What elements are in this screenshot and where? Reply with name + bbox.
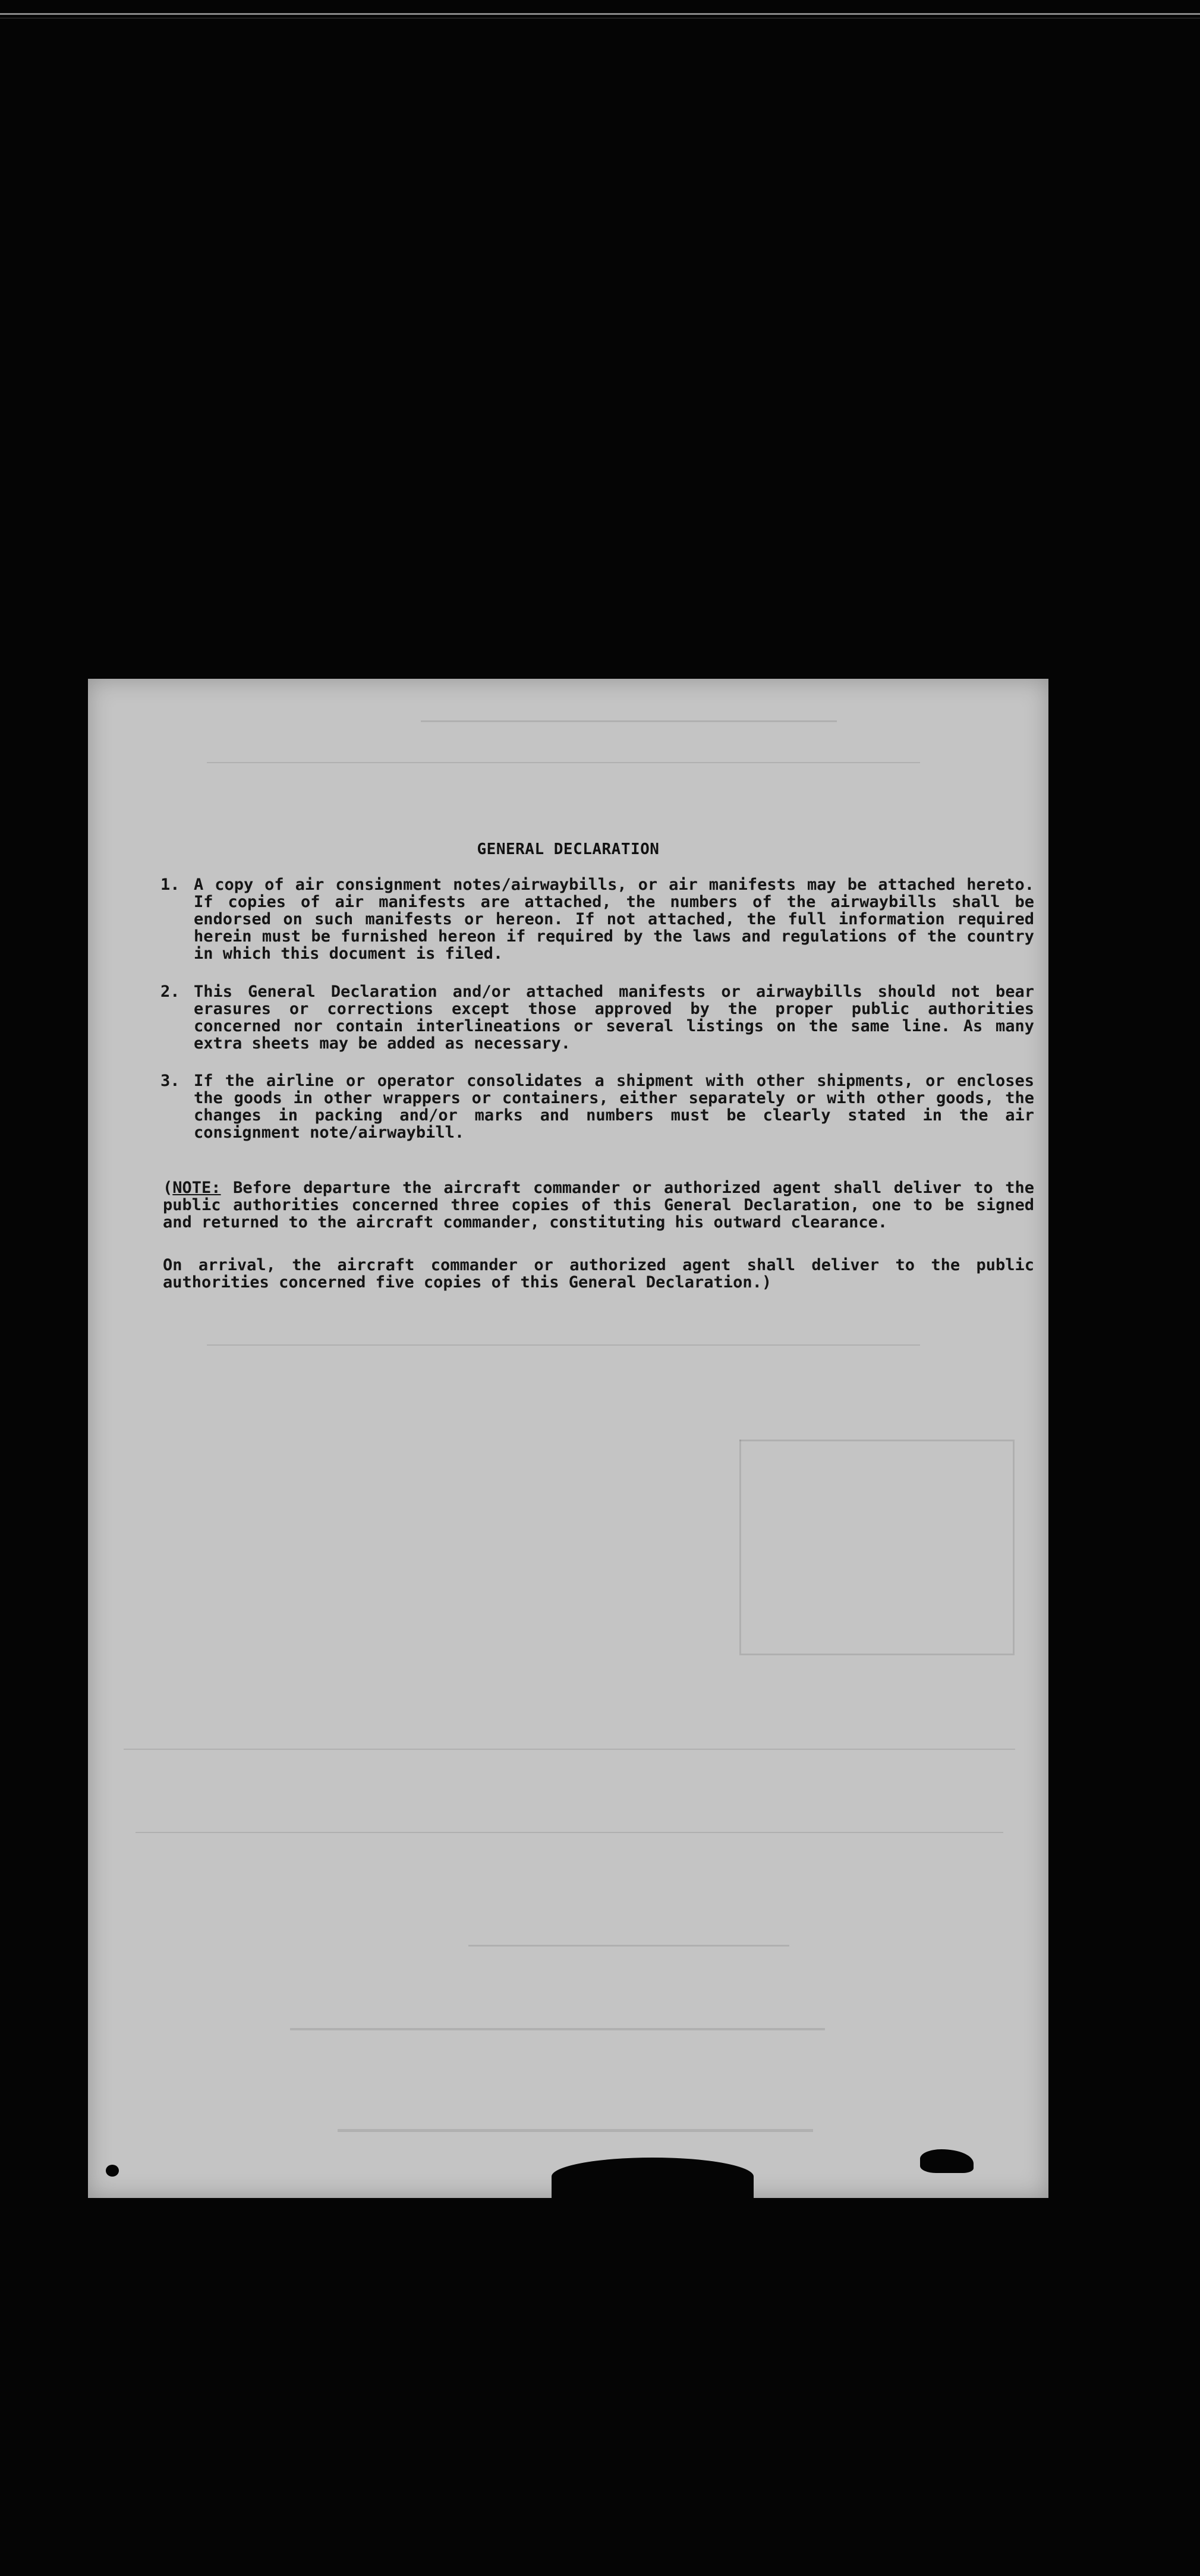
- instruction-item-2: [160, 983, 1034, 1054]
- show-through-line: [136, 1832, 1003, 1833]
- punch-mark: [106, 2165, 119, 2177]
- item-text: A copy of air consignment notes/airwaybills, or air manifests may be attached hereto. If copies of air manifests are attached, the numbers of the airwaybills shall be endorsed on such manifests or hereon. If not attached, the full information required herein must be furnished hereon if required by the laws and regulations of the country in which this document is filed.: [194, 876, 1034, 963]
- instruction-item-3: [160, 1072, 1034, 1144]
- show-through-line: [468, 1945, 789, 1947]
- show-through-line: [124, 1749, 1015, 1750]
- show-through-box-bottom: [739, 1654, 1015, 1655]
- document-page: [88, 679, 1048, 2198]
- item-text: This General Declaration and/or attached manifests or airwaybills should not bear erasures or corrections except those approved by the proper public authorities concerned nor contain interlineations or several listings on the same line. As many extra sheets may be added as necessary.: [194, 982, 1034, 1053]
- item-text: If the airline or operator consolidates a shipment with other shipments, or encloses the goods in other wrappers or containers, either separately or with other goods, the changes in packing and/or marks and numbers must be clearly stated in the air consignment note/airwaybill.: [194, 1072, 1034, 1142]
- scan-top-edge: [0, 13, 1200, 15]
- item-number: 2.: [160, 982, 180, 1001]
- show-through-box-top: [739, 1440, 1013, 1441]
- instruction-item-1: [160, 876, 1034, 965]
- item-number: 3.: [160, 1072, 180, 1090]
- note-departure-text: Before departure the aircraft commander or authorized agent shall deliver to the public authorities concerned three copies of this General Declaration, one to be signed and returned to the aircraft commander, constituting his outward clearance.: [163, 1179, 1034, 1232]
- note-departure: [163, 1179, 1034, 1231]
- document-title: GENERAL DECLARATION: [477, 840, 660, 858]
- show-through-line: [207, 762, 920, 763]
- torn-edge: [920, 2149, 974, 2173]
- show-through-line: [421, 720, 837, 722]
- torn-edge: [552, 2158, 754, 2198]
- show-through-box-right: [1013, 1440, 1015, 1654]
- note-open-paren: (: [163, 1179, 173, 1197]
- note-label: NOTE:: [172, 1179, 221, 1197]
- show-through-box-left: [739, 1440, 741, 1654]
- item-number: 1.: [160, 876, 180, 894]
- show-through-line: [207, 1344, 920, 1346]
- show-through-heading-block: [338, 2129, 813, 2132]
- show-through-heading-block: [290, 2028, 825, 2030]
- note-arrival: On arrival, the aircraft commander or authorized agent shall deliver to the public authorities concerned five copies of this General Declaration.): [163, 1256, 1034, 1292]
